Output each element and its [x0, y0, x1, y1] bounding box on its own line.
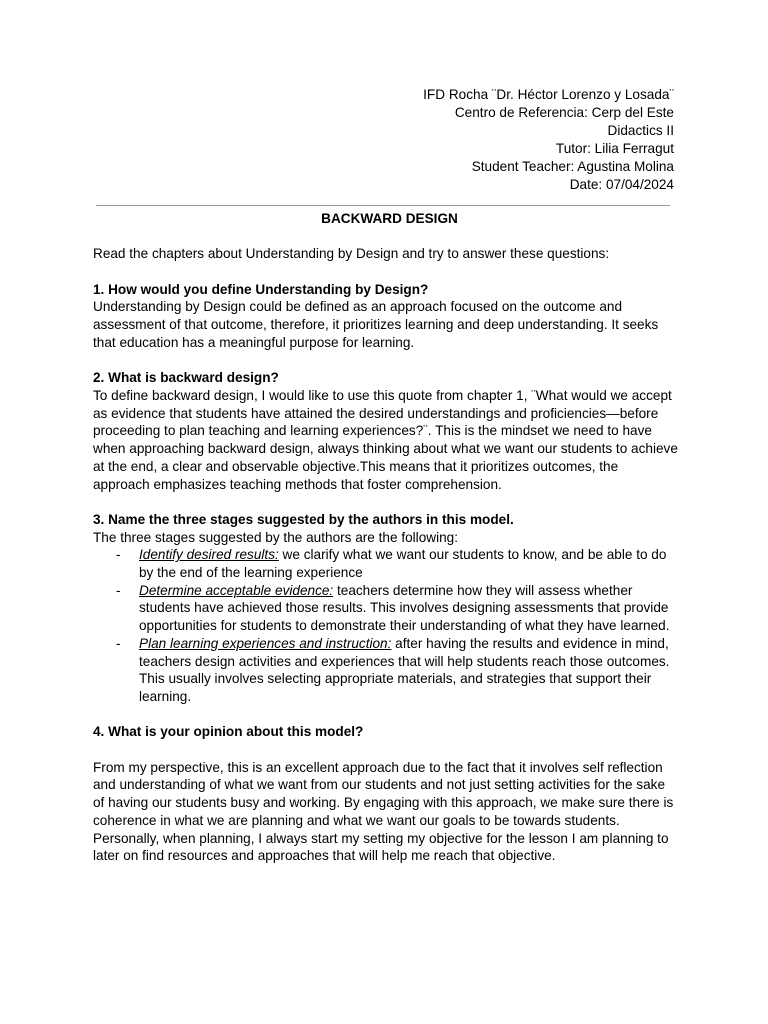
horizontal-divider — [96, 205, 670, 206]
question-4-section — [93, 723, 678, 865]
date-line: Date: 07/04/2024 — [569, 177, 674, 192]
question-3-section — [93, 511, 678, 706]
bullet-dash: - — [116, 582, 121, 598]
question-4-heading: 4. What is your opinion about this model? — [93, 724, 364, 740]
tutor-line: Tutor: Lilia Ferragut — [555, 141, 674, 156]
stage-term: Plan learning experiences and instruction: — [139, 635, 392, 651]
question-4-answer: From my perspective, this is an excellent approach due to the fact that it involves self reflection and understanding of what we want from our students and not just setting activities for the sake of having our students busy and working. By engaging with this approach, we make sure there is coherence in what we are planning and what we want our goals to be towards students. Personally, when planning, I always start my setting my objective for the lesson I am planning to later on find resources and approaches that will help me reach that objective. — [93, 759, 674, 864]
intro-paragraph: Read the chapters about Understanding by Design and try to answer these questions: — [93, 246, 610, 262]
question-1-heading: 1. How would you define Understanding by Design? — [93, 281, 429, 297]
question-1-section — [93, 281, 678, 352]
question-1-answer: Understanding by Design could be defined as an approach focused on the outcome and assessment of that outcome, therefore, it prioritizes learning and deep understanding. It seeks that education has a meaningful purpose for learning. — [93, 299, 659, 350]
bullet-dash: - — [116, 635, 121, 651]
document-header — [423, 86, 674, 194]
institution-line: IFD Rocha ¨Dr. Héctor Lorenzo y Losada¨ — [423, 87, 674, 102]
student-line: Student Teacher: Agustina Molina — [471, 159, 674, 174]
list-item — [93, 582, 678, 635]
question-3-heading: 3. Name the three stages suggested by the authors in this model. — [93, 511, 514, 527]
stage-term: Identify desired results: — [139, 547, 279, 563]
course-line: Didactics II — [607, 123, 674, 138]
stages-list — [93, 546, 678, 705]
stage-description: we clarify what we want our students to know, and be able to do by the end of the learning experience — [139, 547, 667, 580]
question-2-heading: 2. What is backward design? — [93, 370, 279, 386]
list-item — [93, 635, 678, 706]
document-body — [93, 210, 678, 865]
list-item — [93, 546, 678, 581]
stage-term: Determine acceptable evidence: — [139, 582, 334, 598]
question-2-section — [93, 369, 678, 493]
reference-center-line: Centro de Referencia: Cerp del Este — [454, 105, 674, 120]
document-title: BACKWARD DESIGN — [321, 211, 458, 226]
bullet-dash: - — [116, 547, 121, 563]
question-3-answer: The three stages suggested by the authors are the following: — [93, 529, 458, 545]
stage-description: after having the results and evidence in mind, teachers design activities and experiences that will help students reach those outcomes. This usually involves selecting appropriate materials, and strategies that support their learning. — [139, 635, 670, 704]
question-2-answer: To define backward design, I would like to use this quote from chapter 1, ¨What would we accept as evidence that students have attained the desired understandings and proficiencies—before proceeding to plan teaching and learning experiences?¨. This is the mindset we need to have when approaching backward design, always thinking about what we want our students to achieve at the end, a clear and observable objective.This means that it prioritizes outcomes, the approach emphasizes teaching methods that foster comprehension. — [93, 387, 678, 492]
stage-description: teachers determine how they will assess whether students have achieved those results. This involves designing assessments that provide opportunities for students to demonstrate their understanding of what they have learned. — [139, 582, 670, 634]
